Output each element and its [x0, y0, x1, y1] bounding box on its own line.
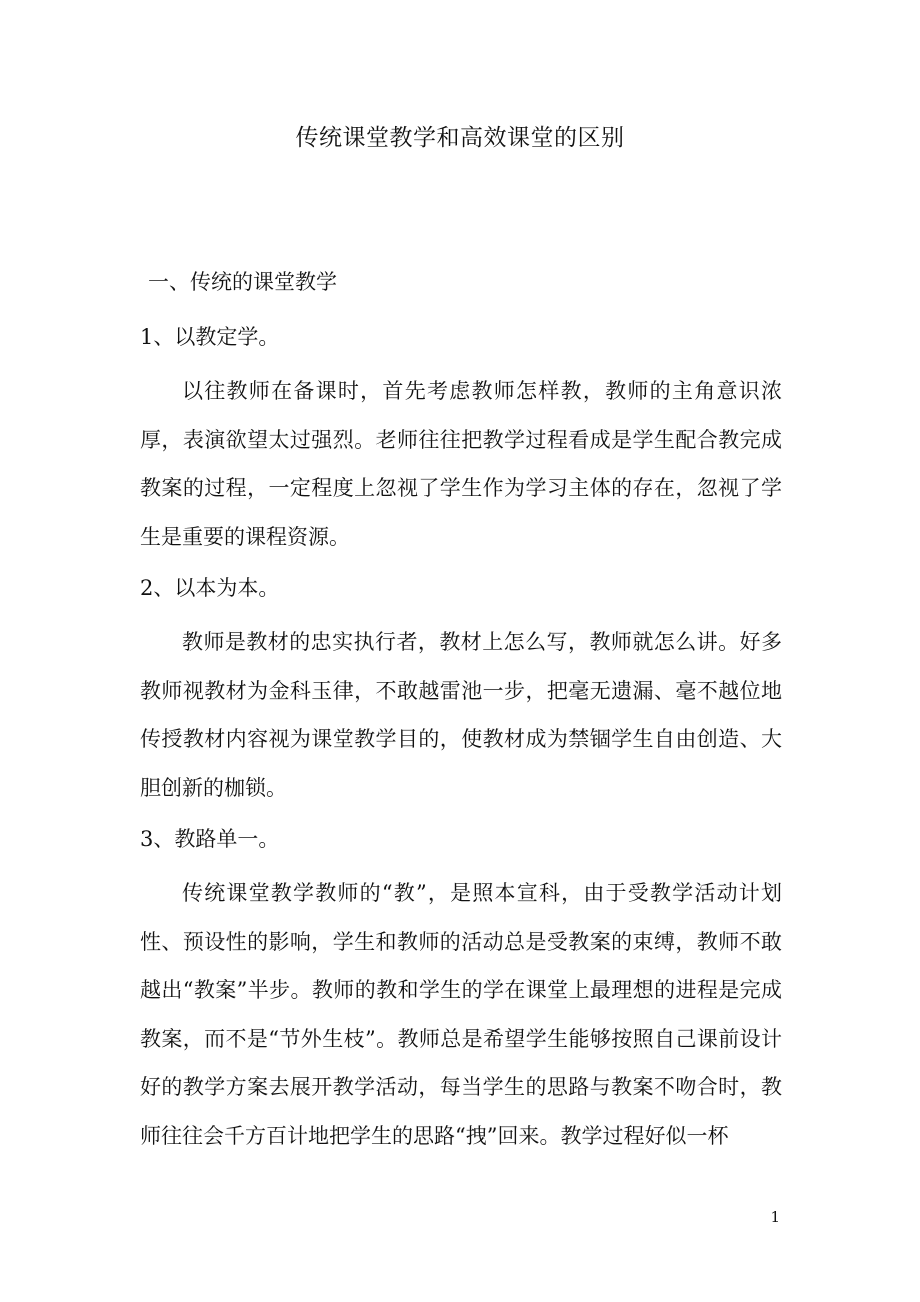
item-paragraph-1: 以往教师在备课时，首先考虑教师怎样教，教师的主角意识浓厚，表演欲望太过强烈。老师往往把教学过程看成是学生配合教完成教案的过程，一定程度上忽视了学生作为学习主体的存在，忽视了学生是重要的课程资源。 — [140, 379, 782, 549]
item-heading-1: 1、以教定学。 — [140, 325, 280, 349]
section-heading: 一、传统的课堂教学 — [148, 270, 337, 294]
page-number: 1 — [770, 1208, 780, 1226]
item-paragraph-2: 教师是教材的忠实执行者，教材上怎么写，教师就怎么讲。好多教师视教材为金科玉律，不敢越雷池一步，把毫无遗漏、毫不越位地传授教材内容视为课堂教学目的，使教材成为禁锢学生自由创造、大胆创新的枷锁。 — [140, 630, 782, 800]
item-paragraph-3: 传统课堂教学教师的“教”，是照本宣科，由于受教学活动计划性、预设性的影响，学生和教师的活动总是受教案的束缚，教师不敢越出“教案”半步。教师的教和学生的学在课堂上最理想的进程是完成教案，而不是“节外生枝”。教师总是希望学生能够按照自己课前设计好的教学方案去展开教学活动，每当学生的思路与教案不吻合时，教师往往会千方百计地把学生的思路“拽”回来。教学过程好似一杯 — [140, 881, 782, 1148]
item-heading-2: 2、以本为本。 — [140, 576, 280, 600]
item-heading-3: 3、教路单一。 — [140, 827, 280, 851]
document-title: 传统课堂教学和高效课堂的区别 — [295, 125, 625, 151]
